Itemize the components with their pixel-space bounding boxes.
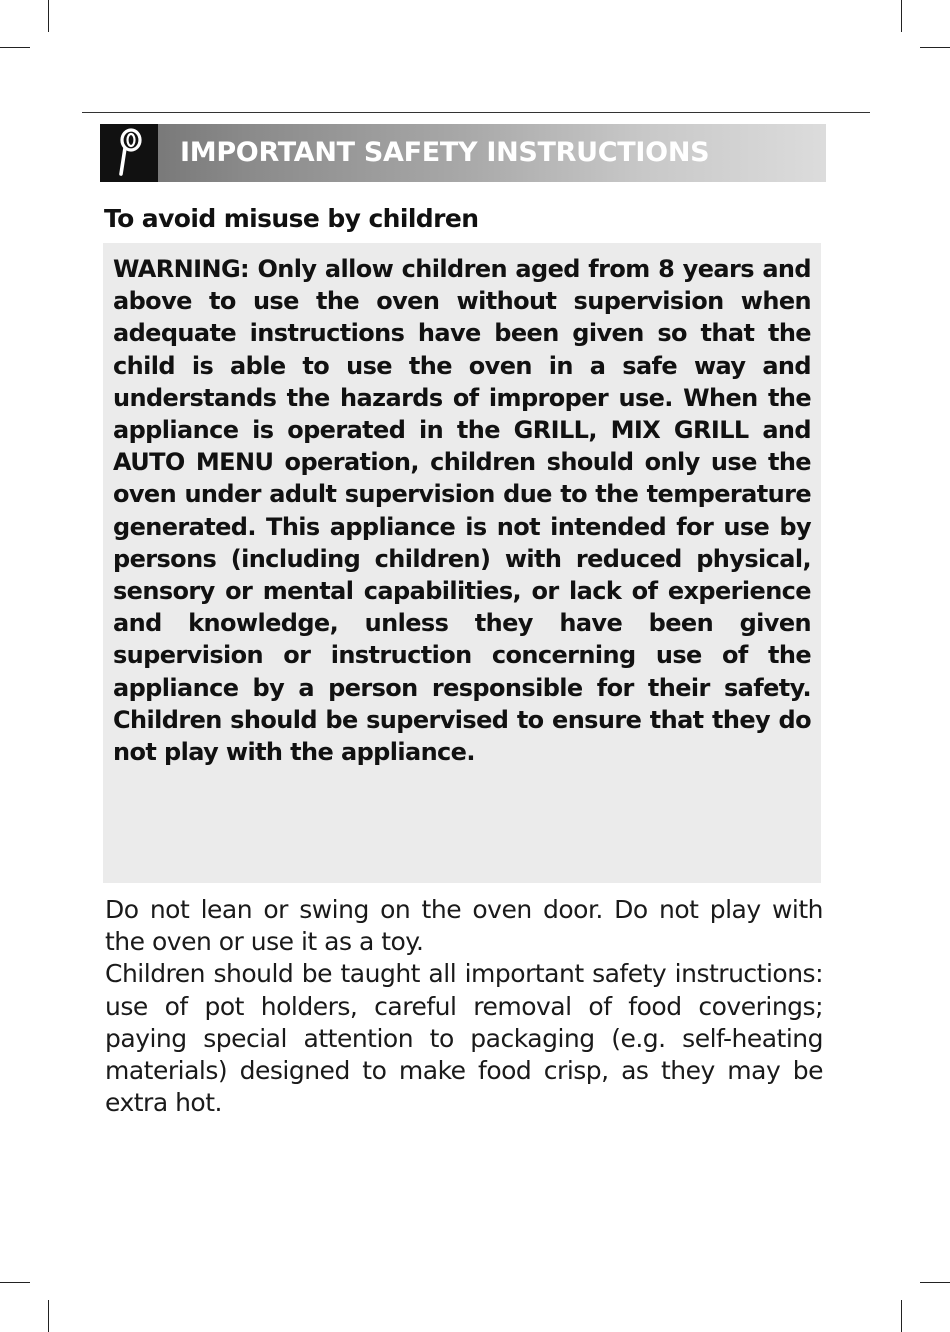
- crop-mark: [901, 0, 902, 32]
- section-heading: To avoid misuse by children: [104, 204, 479, 233]
- crop-mark: [920, 47, 950, 48]
- crop-mark: [0, 47, 30, 48]
- top-rule: [82, 112, 870, 113]
- crop-mark: [920, 1282, 950, 1283]
- section-banner: [100, 124, 826, 182]
- warning-text: WARNING: Only allow children aged from 8 years and above to use the oven without supervision when adequate instructions have been given so that the child is able to use the oven in a safe way and understands the hazards of improper use. When the appliance is operated in the GRILL, MIX GRILL and AUTO MENU operation, children should only use the oven under adult supervision due to the temperature generated. This appliance is not intended for use by persons (including children) with reduced physical, sensory or mental capabilities, or lack of experience and knowledge, unless they have been given supervision or instruction concerning use of the appliance by a person responsible for their safety. Children should be supervised to ensure that they do not play with the appliance.: [113, 255, 811, 767]
- crop-mark: [901, 1300, 902, 1332]
- crop-mark: [48, 1300, 49, 1332]
- crop-mark: [0, 1282, 30, 1283]
- body-paragraph: Children should be taught all important safety instructions: use of pot holders, careful removal of food coverings; paying special attention to packaging (e.g. self-heating materials) designed to make food crisp, as they may be extra hot.: [105, 959, 823, 1118]
- warning-box: [103, 243, 821, 883]
- body-paragraph: Do not lean or swing on the oven door. Do not play with the oven or use it as a toy.: [105, 895, 823, 957]
- safety-pin-icon: [100, 124, 158, 182]
- banner-title: IMPORTANT SAFETY INSTRUCTIONS: [180, 137, 710, 168]
- crop-mark: [48, 0, 49, 32]
- body-text: [105, 894, 823, 1119]
